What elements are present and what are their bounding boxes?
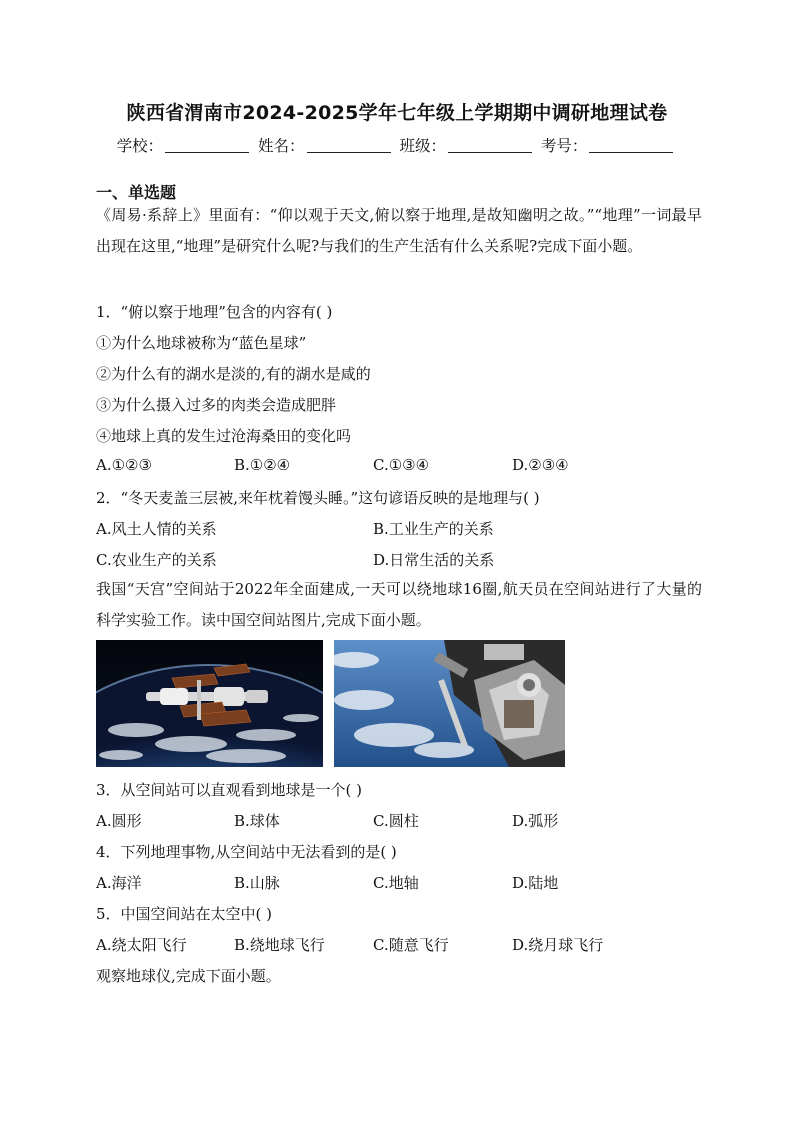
question-4-option-d: D.陆地 [512, 874, 559, 892]
school-label: 学校： [116, 137, 164, 155]
question-1-item-2: ②为什么有的湖水是淡的,有的湖水是咸的 [96, 365, 371, 383]
exam-number-blank [589, 152, 673, 153]
question-4-option-a: A.海洋 [96, 874, 142, 892]
name-label: 姓名： [258, 137, 305, 155]
question-1-item-1: ①为什么地球被称为“蓝色星球” [96, 334, 307, 352]
question-5-option-c: C.随意飞行 [373, 936, 449, 954]
question-3-option-a: A.圆形 [96, 812, 142, 830]
question-3-option-d: D.弧形 [512, 812, 559, 830]
question-2-option-b: B.工业生产的关系 [373, 520, 494, 538]
section-heading: 一、单选题 [96, 183, 177, 202]
passage-1: 《周易·系辞上》里面有：“仰以观于天文,俯以察于地理,是故知幽明之故。”“地理”一词最早出现在这里,“地理”是研究什么呢?与我们的生产生活有什么关系呢?完成下面小题。 [96, 206, 702, 255]
class-label: 班级： [399, 137, 446, 155]
question-2-stem: 2．“冬天麦盖三层被,来年枕着馒头睡。”这句谚语反映的是地理与( ) [96, 489, 540, 507]
question-4-stem: 4．下列地理事物,从空间站中无法看到的是( ) [96, 843, 397, 861]
name-blank [307, 152, 391, 153]
exam-title: 陕西省渭南市2024-2025学年七年级上学期期中调研地理试卷 [126, 102, 668, 124]
question-4-option-b: B.山脉 [234, 874, 280, 892]
question-1-option-a: A.①②③ [96, 456, 152, 474]
space-station-photo-left [96, 640, 323, 767]
question-3-option-c: C.圆柱 [373, 812, 419, 830]
question-4-option-c: C.地轴 [373, 874, 419, 892]
question-1-option-c: C.①③④ [373, 456, 430, 474]
space-station-photo-right [334, 640, 565, 767]
question-1-item-3: ③为什么摄入过多的肉类会造成肥胖 [96, 396, 337, 414]
class-blank [448, 152, 532, 153]
question-2-option-c: C.农业生产的关系 [96, 551, 217, 569]
student-info-row [0, 134, 794, 156]
question-5-option-b: B.绕地球飞行 [234, 936, 325, 954]
question-3-stem: 3．从空间站可以直观看到地球是一个( ) [96, 781, 363, 799]
question-1-item-4: ④地球上真的发生过沧海桑田的变化吗 [96, 427, 352, 445]
question-3-option-b: B.球体 [234, 812, 280, 830]
question-1-option-b: B.①②④ [234, 456, 291, 474]
question-1-stem: 1．“俯以察于地理”包含的内容有( ) [96, 303, 333, 321]
school-blank [165, 152, 249, 153]
question-1-option-d: D.②③④ [512, 456, 569, 474]
question-5-option-a: A.绕太阳飞行 [96, 936, 187, 954]
exam-number-label: 考号： [540, 137, 588, 155]
question-2-option-d: D.日常生活的关系 [373, 551, 495, 569]
question-2-option-a: A.风土人情的关系 [96, 520, 217, 538]
passage-2: 我国“天宫”空间站于2022年全面建成,一天可以绕地球16圈,航天员在空间站进行了大量的科学实验工作。读中国空间站图片,完成下面小题。 [96, 580, 702, 629]
passage-3: 观察地球仪,完成下面小题。 [96, 967, 281, 985]
question-5-option-d: D.绕月球飞行 [512, 936, 604, 954]
question-5-stem: 5．中国空间站在太空中( ) [96, 905, 273, 923]
